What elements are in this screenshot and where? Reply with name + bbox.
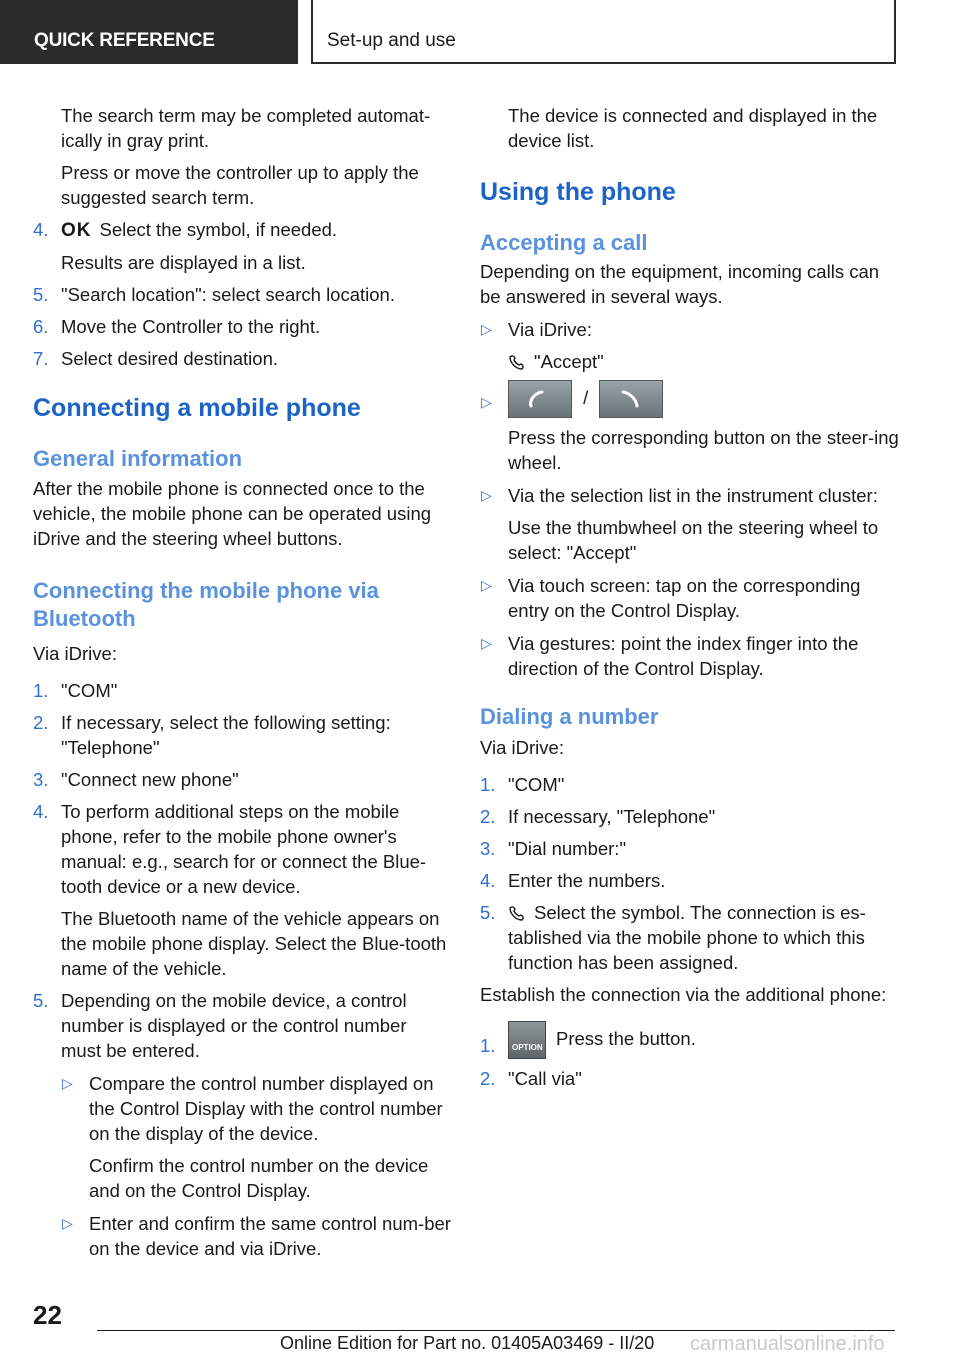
step-number: 2. bbox=[480, 1068, 496, 1089]
list-item bbox=[33, 346, 451, 371]
step-text: "COM" bbox=[61, 680, 118, 701]
page-number: 22 bbox=[33, 1300, 62, 1330]
step-text: "Connect new phone" bbox=[61, 769, 239, 790]
bullet-item bbox=[480, 573, 900, 623]
option-button-label: OPTION bbox=[512, 1043, 543, 1052]
step-number: 5. bbox=[480, 902, 496, 923]
step-number: 4. bbox=[33, 801, 49, 822]
header-chapter-label: Set-up and use bbox=[327, 30, 456, 51]
step-subtext: The Bluetooth name of the vehicle appears on the mobile phone display. Select the Blue-tooth name of the vehicle. bbox=[61, 908, 447, 979]
list-item bbox=[33, 314, 451, 339]
bullet-item bbox=[480, 380, 900, 475]
bullet-subtext: Confirm the control number on the device and on the Control Display. bbox=[89, 1155, 429, 1201]
list-item bbox=[480, 900, 900, 975]
step-number: 6. bbox=[33, 316, 49, 337]
header-section-tab bbox=[0, 0, 298, 64]
paragraph: Via iDrive: bbox=[33, 643, 117, 664]
step-text: "Dial number:" bbox=[508, 838, 627, 859]
paragraph: Depending on the equipment, incoming calls can be answered in several ways. bbox=[480, 261, 880, 307]
step-number: 1. bbox=[480, 774, 496, 795]
bullet-item bbox=[61, 1211, 451, 1261]
bullet-text: Compare the control number displayed on the Control Display with the control number on the display of the device. bbox=[89, 1073, 443, 1144]
paragraph: After the mobile phone is connected once to the vehicle, the mobile phone can be operated using iDrive and the steering wheel buttons. bbox=[33, 478, 432, 549]
footer-divider bbox=[97, 1330, 895, 1331]
header-section-label: QUICK REFERENCE bbox=[34, 30, 215, 51]
paragraph: Press or move the controller up to apply the suggested search term. bbox=[61, 162, 419, 208]
heading-dialing-number: Dialing a number bbox=[480, 704, 659, 729]
right-column bbox=[480, 103, 900, 1091]
triangle-bullet-icon: ▷ bbox=[481, 577, 492, 593]
heading-general-information: General information bbox=[33, 446, 243, 471]
list-item bbox=[33, 282, 451, 307]
step-number: 7. bbox=[33, 348, 49, 369]
bullet-subtext: Use the thumbwheel on the steering wheel to select: "Accept" bbox=[508, 517, 879, 563]
step-text: If necessary, "Telephone" bbox=[508, 806, 716, 827]
header-chapter-box bbox=[311, 0, 896, 64]
bullet-subtext: Press the corresponding button on the steer-ing wheel. bbox=[508, 427, 899, 473]
step-text: Select the symbol. The connection is es-tablished via the mobile phone to which this function has been assigned. bbox=[508, 902, 866, 973]
step-number: 1. bbox=[480, 1035, 496, 1056]
bullet-item bbox=[480, 317, 900, 374]
paragraph: The search term may be completed automat-ically in gray print. bbox=[61, 105, 431, 151]
heading-accepting-call: Accepting a call bbox=[480, 230, 648, 255]
phone-icon bbox=[508, 354, 526, 370]
list-item bbox=[33, 217, 451, 275]
bullet-text: Via iDrive: bbox=[508, 319, 592, 340]
bullet-item bbox=[480, 483, 900, 565]
ok-icon: OK bbox=[61, 220, 92, 241]
triangle-bullet-icon: ▷ bbox=[481, 635, 492, 651]
option-button-icon bbox=[508, 1021, 546, 1059]
list-item bbox=[33, 710, 451, 760]
list-item bbox=[33, 799, 451, 981]
step-text: Press the button. bbox=[556, 1027, 696, 1049]
step-subtext: Results are displayed in a list. bbox=[61, 252, 306, 273]
step-text: Select the symbol, if needed. bbox=[99, 219, 338, 240]
step-number: 2. bbox=[33, 712, 49, 733]
bullet-subtext-row bbox=[508, 349, 900, 374]
step-number: 4. bbox=[480, 870, 496, 891]
left-column bbox=[33, 103, 451, 1261]
bullet-text: Via touch screen: tap on the corresponding entry on the Control Display. bbox=[508, 575, 861, 621]
triangle-bullet-icon: ▷ bbox=[62, 1075, 73, 1091]
list-item bbox=[33, 767, 451, 792]
list-item bbox=[480, 836, 900, 861]
list-item bbox=[480, 1021, 900, 1059]
heading-using-phone: Using the phone bbox=[480, 178, 676, 206]
triangle-bullet-icon: ▷ bbox=[481, 487, 492, 503]
list-item bbox=[480, 804, 900, 829]
step-text: "Search location": select search location. bbox=[61, 284, 395, 305]
step-text: Enter the numbers. bbox=[508, 870, 666, 891]
list-item bbox=[480, 1066, 900, 1091]
bullet-text: Via the selection list in the instrument cluster: bbox=[508, 485, 878, 506]
list-item bbox=[480, 772, 900, 797]
step-number: 3. bbox=[33, 769, 49, 790]
step-text: To perform additional steps on the mobile phone, refer to the mobile phone owner's manual: e.g., search for or connect the Blue-tooth device or a new device. bbox=[61, 801, 427, 897]
list-item bbox=[33, 988, 451, 1261]
step-number: 4. bbox=[33, 219, 49, 240]
triangle-bullet-icon: ▷ bbox=[481, 321, 492, 337]
phone-accept-button-icon bbox=[508, 380, 572, 418]
step-text: "COM" bbox=[508, 774, 565, 795]
triangle-bullet-icon: ▷ bbox=[62, 1215, 73, 1231]
bullet-subtext: "Accept" bbox=[534, 351, 604, 372]
triangle-bullet-icon: ▷ bbox=[481, 394, 492, 410]
footer-edition: Online Edition for Part no. 01405A03469 - II/20 bbox=[280, 1333, 655, 1353]
paragraph: The device is connected and displayed in the device list. bbox=[508, 105, 878, 151]
step-text: Move the Controller to the right. bbox=[61, 316, 321, 337]
step-number: 5. bbox=[33, 284, 49, 305]
bullet-text: Enter and confirm the same control num-ber on the device and via iDrive. bbox=[89, 1213, 451, 1259]
list-item bbox=[33, 678, 451, 703]
step-text: Select desired destination. bbox=[61, 348, 278, 369]
bullet-item bbox=[61, 1071, 451, 1203]
step-text: If necessary, select the following setting: "Telephone" bbox=[61, 712, 391, 758]
heading-connecting-phone: Connecting a mobile phone bbox=[33, 394, 361, 422]
step-text: Depending on the mobile device, a control number is displayed or the control number must be entered. bbox=[61, 990, 407, 1061]
step-number: 3. bbox=[480, 838, 496, 859]
separator-slash: / bbox=[583, 386, 589, 408]
list-item bbox=[480, 868, 900, 893]
paragraph: Via iDrive: bbox=[480, 737, 564, 758]
step-number: 5. bbox=[33, 990, 49, 1011]
step-number: 2. bbox=[480, 806, 496, 827]
step-number: 1. bbox=[33, 680, 49, 701]
bullet-item bbox=[480, 631, 900, 681]
heading-bluetooth: Connecting the mobile phone via Bluetooth bbox=[33, 578, 379, 631]
step-text: "Call via" bbox=[508, 1068, 582, 1089]
bullet-text: Via gestures: point the index finger into the direction of the Control Display. bbox=[508, 633, 859, 679]
paragraph: Establish the connection via the additional phone: bbox=[480, 984, 887, 1005]
watermark: carmanualsonline.info bbox=[690, 1333, 885, 1355]
phone-end-button-icon bbox=[599, 380, 663, 418]
phone-icon bbox=[508, 905, 526, 921]
